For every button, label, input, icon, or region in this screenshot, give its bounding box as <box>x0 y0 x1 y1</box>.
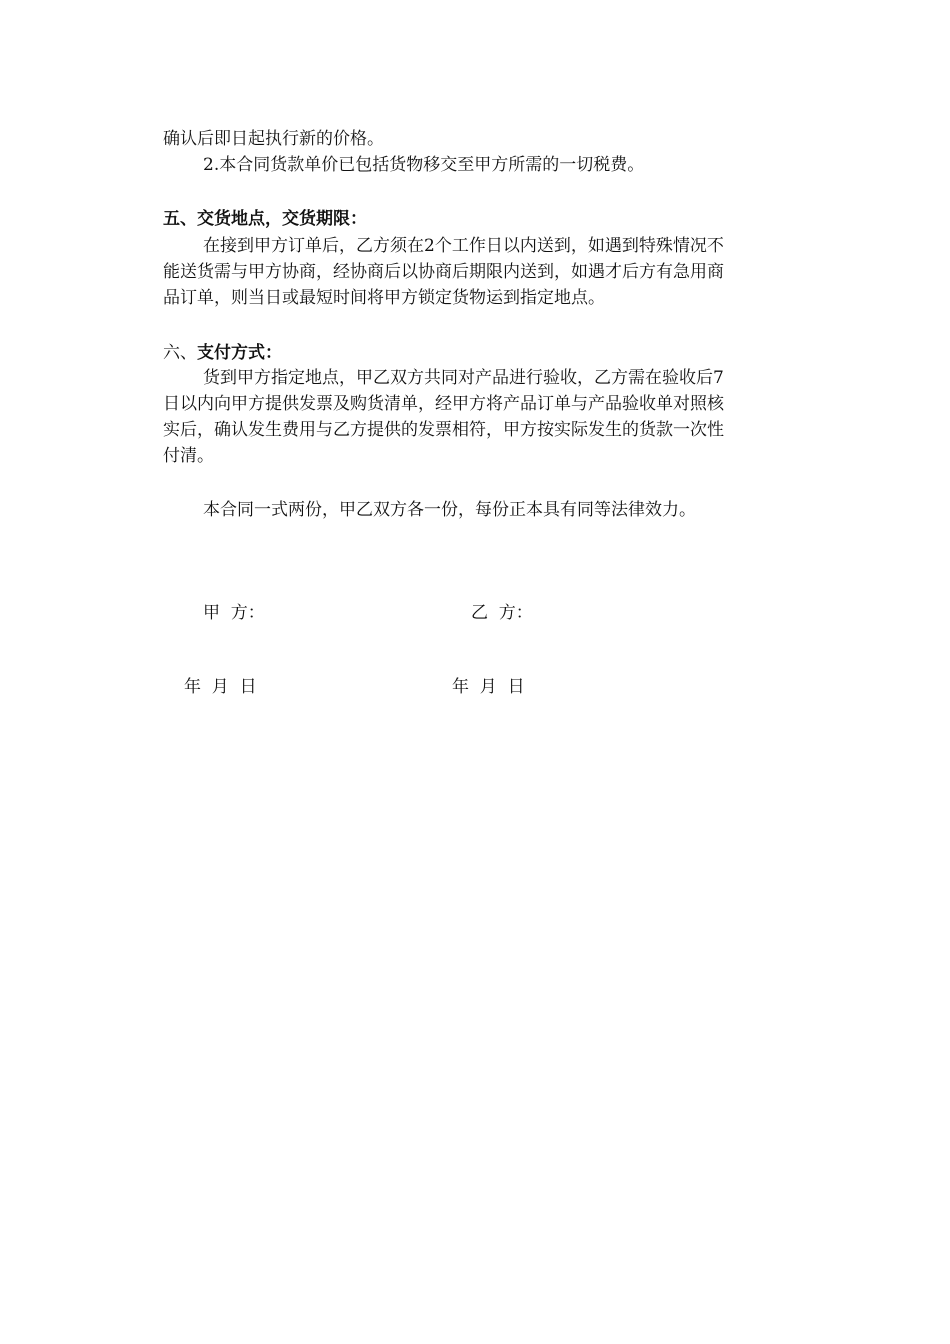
section6-paragraph-line-1: 货到甲方指定地点，甲乙双方共同对产品进行验收，乙方需在验收后7 <box>203 368 724 388</box>
party-a-date: 年 月 日 <box>184 677 257 697</box>
party-b-signature-label: 乙 方： <box>471 603 533 623</box>
section6-heading <box>163 340 282 366</box>
closing-statement: 本合同一式两份，甲乙双方各一份，每份正本具有同等法律效力。 <box>203 500 696 520</box>
section6-heading-number: 六、 <box>163 343 197 363</box>
section5-paragraph-line-1: 在接到甲方订单后，乙方须在2个工作日以内送到，如遇到特殊情况不 <box>203 236 724 256</box>
party-b-date: 年 月 日 <box>452 677 525 697</box>
section4-text-line-1: 确认后即日起执行新的价格。 <box>163 129 384 149</box>
section6-paragraph-line-3: 实后，确认发生费用与乙方提供的发票相符，甲方按实际发生的货款一次性 <box>163 420 724 440</box>
party-a-signature-label: 甲 方： <box>203 603 265 623</box>
section4-clause-2: 2.本合同货款单价已包括货物移交至甲方所需的一切税费。 <box>203 155 645 175</box>
section6-heading-title: 支付方式： <box>197 343 282 363</box>
section5-heading: 五、交货地点，交货期限： <box>163 209 367 229</box>
section6-paragraph-line-4: 付清。 <box>163 446 214 466</box>
section5-paragraph-line-3: 品订单，则当日或最短时间将甲方锁定货物运到指定地点。 <box>163 288 605 308</box>
section5-paragraph-line-2: 能送货需与甲方协商，经协商后以协商后期限内送到，如遇才后方有急用商 <box>163 262 724 282</box>
section6-paragraph-line-2: 日以内向甲方提供发票及购货清单，经甲方将产品订单与产品验收单对照核 <box>163 394 724 414</box>
